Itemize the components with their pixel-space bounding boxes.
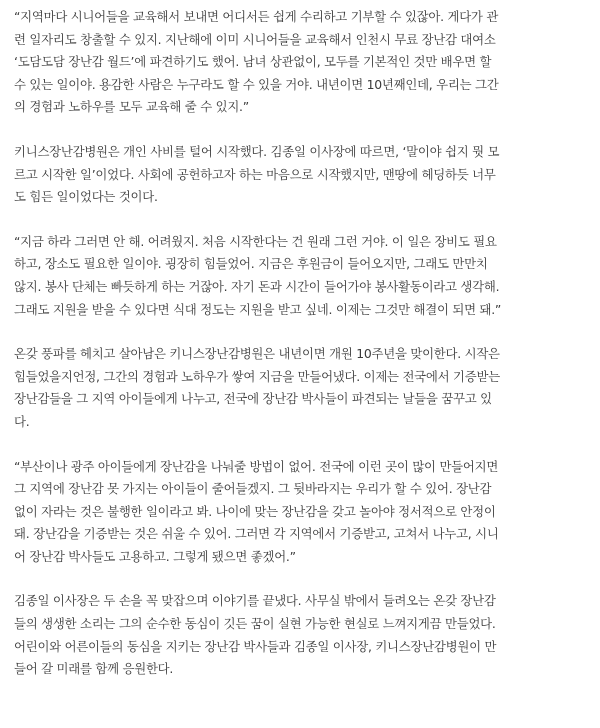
text-line: “부산이나 광주 아이들에게 장난감을 나눠줄 방법이 없어. 전국에 이런 곳이 많이 만들어지면 [14,458,499,474]
text-line: 어린이와 어른이들의 동심을 지키는 장난감 박사들과 김종일 이사장, 키니스장난감병원이 만 [14,638,497,654]
text-line: 들어 갈 미래를 함께 응원한다. [14,661,174,677]
text-line: 다. [14,413,30,429]
text-line: 없이 자라는 것은 불행한 일이라고 봐. 나이에 맞는 장난감을 갖고 놀아야 정서적으로 안정이 [14,503,496,519]
text-line: 어 장난감 박사들도 고용하고. 그렇게 됐으면 좋겠어.” [14,548,296,564]
quote-paragraph-difficulties [14,231,586,321]
text-line: “지역마다 시니어들을 교육해서 보내면 어디서든 쉽게 수리하고 기부할 수 있잖아. 게다가 관 [14,9,499,24]
text-line: 련 일자리도 창출할 수 있지. 지난해에 이미 시니어들을 교육해서 인천시 무료 장난감 대여소 [14,31,496,47]
text-line: 들의 생생한 소리는 그의 순수한 동심이 깃든 꿈이 실현 가능한 현실로 느껴지게끔 만들었다. [14,616,496,632]
text-line: 않지. 봉사 단체는 빠듯하게 하는 거잖아. 자기 돈과 시간이 들어가야 봉사활동이라고 생각해. [14,278,500,294]
text-line: 르고 시작한 일’이었다. 사회에 공헌하고자 하는 마음으로 시작했지만, 맨땅에 헤딩하듯 너무 [14,166,496,182]
text-line: 그 지역에 장난감 못 가지는 아이들이 줄어들겠지. 그 뒷바라지는 우리가 할 수 있어. 장난감 [14,481,492,497]
text-line: 힘들었을지언정, 그간의 경험과 노하우가 쌓여 지금을 만들어냈다. 이제는 전국에서 기증받는 [14,368,500,384]
text-line: 김종일 이사장은 두 손을 꼭 맞잡으며 이야기를 끝냈다. 사무실 밖에서 들려오는 온갖 장난감 [14,593,496,609]
text-line: 그래도 지원을 받을 수 있다면 식대 정도는 지원을 받고 싶네. 이제는 그것만 해결이 되면 돼.” [14,301,502,317]
text-line: 수 있는 일이야. 용감한 사람은 누구라도 할 수 있을 거야. 내년이면 10년째인데, 우리는 그간 [14,76,499,92]
text-line: 돼. 장난감을 기증받는 것은 쉬울 수 있어. 그러면 각 지역에서 기증받고, 고쳐서 나누고, 시니 [14,526,499,542]
text-line: ‘도담도담 장난감 월드’에 파견하기도 했어. 남녀 상관없이, 모두를 기본적인 것만 배우면 할 [14,54,492,70]
text-line: 장난감들을 그 지역 아이들에게 나누고, 전국에 장난감 박사들이 파견되는 날들을 꿈꾸고 있 [14,391,492,407]
body-paragraph-founding [14,141,586,209]
quote-paragraph-nationwide-vision [14,456,586,569]
text-line: “지금 하라 그러면 안 해. 어려웠지. 처음 시작한다는 건 원래 그런 거야. 이 일은 장비도 필요 [14,233,497,249]
body-paragraph-closing [14,590,586,680]
text-line: 온갖 풍파를 헤치고 살아남은 키니스장난감병원은 내년이면 개원 10주년을 맞이한다. 시작은 [14,346,500,362]
text-line: 의 경험과 노하우를 모두 교육해 줄 수 있지.” [14,99,249,115]
body-paragraph-anniversary [14,343,586,433]
quote-paragraph-senior-education [14,6,586,119]
text-line: 도 힘든 일이었다는 것이다. [14,189,158,205]
text-line: 키니스장난감병원은 개인 사비를 털어 시작했다. 김종일 이사장에 따르면, ‘말이야 쉽지 뭣 모 [14,143,500,159]
text-line: 하고, 장소도 필요한 일이야. 굉장히 힘들었어. 지금은 후원금이 들어오지만, 그래도 만만치 [14,256,488,272]
